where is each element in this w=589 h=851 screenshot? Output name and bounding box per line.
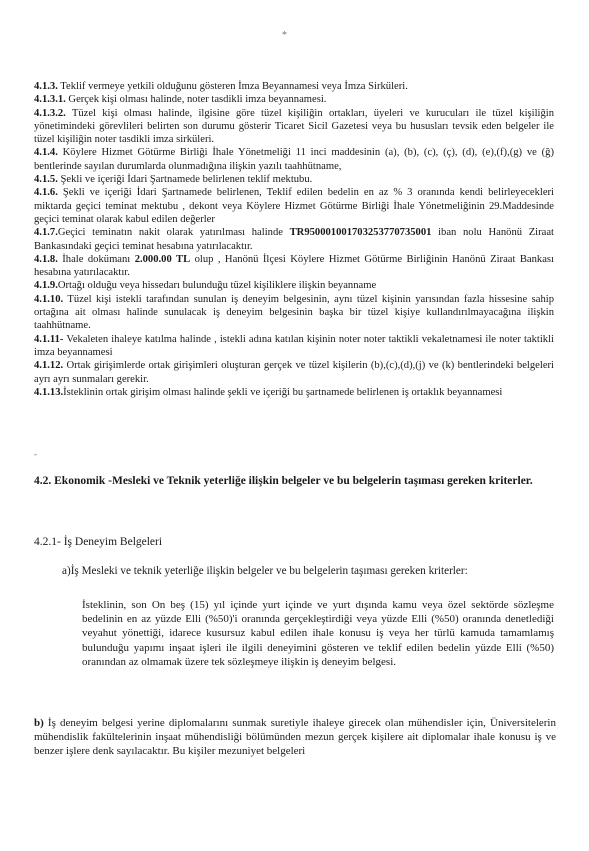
list-item: 4.1.10. Tüzel kişi istekli tarafından sunulan iş deneyim belgesinin, aynı tüzel kişinin yarısından fazla hissesine sahip ortağına ait olması halinde sunulacak iş deneyim belgesinin başka bir tüzel kişiye kullandırılmayacağına ilişkin taahhütname.: [34, 293, 554, 332]
page-mark: *: [282, 30, 287, 41]
separator-dash: -: [34, 449, 37, 459]
list-item: 4.1.8. İhale dokümanı 2.000.00 TL olup , Hanönü İlçesi Köylere Hizmet Götürme Birliğinin Hanönü Ziraat Bankası hesabına yatırılacaktır.: [34, 253, 554, 279]
list-item: 4.1.5. Şekli ve içeriği İdari Şartnamede belirlenen teklif mektubu.: [34, 174, 313, 186]
list-item: 4.1.3. Teklif vermeye yetkili olduğunu gösteren İmza Beyannamesi veya İmza Sirküleri.: [34, 81, 408, 92]
paragraph-a: İsteklinin, son On beş (15) yıl içinde yurt içinde ve yurt dışında kamu veya özel sektörde sözleşme bedelinin en az yüzde Elli (%50)'i oranında gerçekleştirdiği veya yüzde Elli (%50) oranında denetlediği veyahut yönettiği, idarece kusursuz kabul edilen ihale konusu iş veya her türlü kamuda tamamlamış bulunduğu yapımı inşaat işleri ile ilgili deneyimini gösteren ve teklif edilen bedelin yüzde Elli (%50) oranından az olmamak üzere tek sözleşmeye ilişkin iş deneyim belgesi.: [82, 599, 554, 668]
list-item: 4.1.4. Köylere Hizmet Götürme Birliği İhale Yönetmeliği 11 inci maddesinin (a), (b), (c), (ç), (d), (e),(f),(g) ve (ğ) bentlerinde sayılan durumlarda olunmadığına ilişkin yazılı taahhütname,: [34, 147, 554, 172]
list-item: 4.1.7.Geçici teminatın nakit olarak yatırılması halinde TR950001001703253770735001 iban nolu Hanönü Ziraat Bankasındaki geçici teminat hesabına yatırılacaktır.: [34, 227, 554, 252]
sub-heading: 4.2.1- İş Deneyim Belgeleri: [34, 536, 163, 548]
section-heading: 4.2. Ekonomik -Mesleki ve Teknik yeterliğe ilişkin belgeler ve bu belgelerin taşıması gereken kriterler.: [34, 475, 533, 487]
paragraph-b: b) İş deneyim belgesi yerine diplomalarını sunmak suretiyle ihaleye girecek olan mühendisler için, Üniversitelerin mühendislik fakültelerinin inşaat mühendisliği bölümünden mezun gerçek kişilere ait diplomalar ihale konusu iş ve benzer işlere denk sayılacaktır. Bu kişiler mezuniyet belgeleri: [34, 717, 556, 758]
requirements-list: [34, 80, 554, 399]
list-item: 4.1.6. Şekli ve içeriği İdari Şartnamede belirlenen, Teklif edilen bedelin en az % 3 oranında kendi belirleyecekleri miktarda geçici teminat mektubu , dekont veya Köylere Hizmet Götürme Birliği İhale Yönetmeliğinin 29.Maddesinde geçici teminat olarak kabul edilen değerler: [34, 187, 554, 225]
list-item: 4.1.9.Ortağı olduğu veya hissedarı bulunduğu tüzel kişiliklere ilişkin beyanname: [34, 280, 377, 292]
list-item: 4.1.3.2. Tüzel kişi olması halinde, ilgisine göre tüzel kişiliğin ortakları, üyeleri ve kurucuları ile tüzel kişiliğin yönetimindeki görevlileri belirten son durumu gösterir Ticaret Sicil Gazetesi veya bu hususları tevsik eden belgeler ile tüzel kişiliğin noter tasdikli imza sirküleri.: [34, 107, 554, 146]
list-item: 4.1.11- Vekaleten ihaleye katılma halinde , istekli adına katılan kişinin noter noter taktikli vekaletnamesi ile noter taktikli imza beyannamesi: [34, 333, 554, 358]
list-item: 4.1.12. Ortak girişimlerde ortak girişimleri oluşturan gerçek ve tüzel kişilerin (b),(c),(d),(j) ve (k) bentlerindeki belgeleri ayrı ayrı sunmaları gerekir.: [34, 360, 554, 385]
list-item: 4.1.3.1. Gerçek kişi olması halinde, noter tasdikli imza beyannamesi.: [34, 94, 327, 106]
list-item: 4.1.13.İsteklinin ortak girişim olması halinde şekli ve içeriği bu şartnamede belirlenen iş ortaklık beyannamesi: [34, 386, 503, 398]
item-a: a)İş Mesleki ve teknik yeterliğe ilişkin belgeler ve bu belgelerin taşıması gereken kriterler:: [62, 565, 468, 577]
